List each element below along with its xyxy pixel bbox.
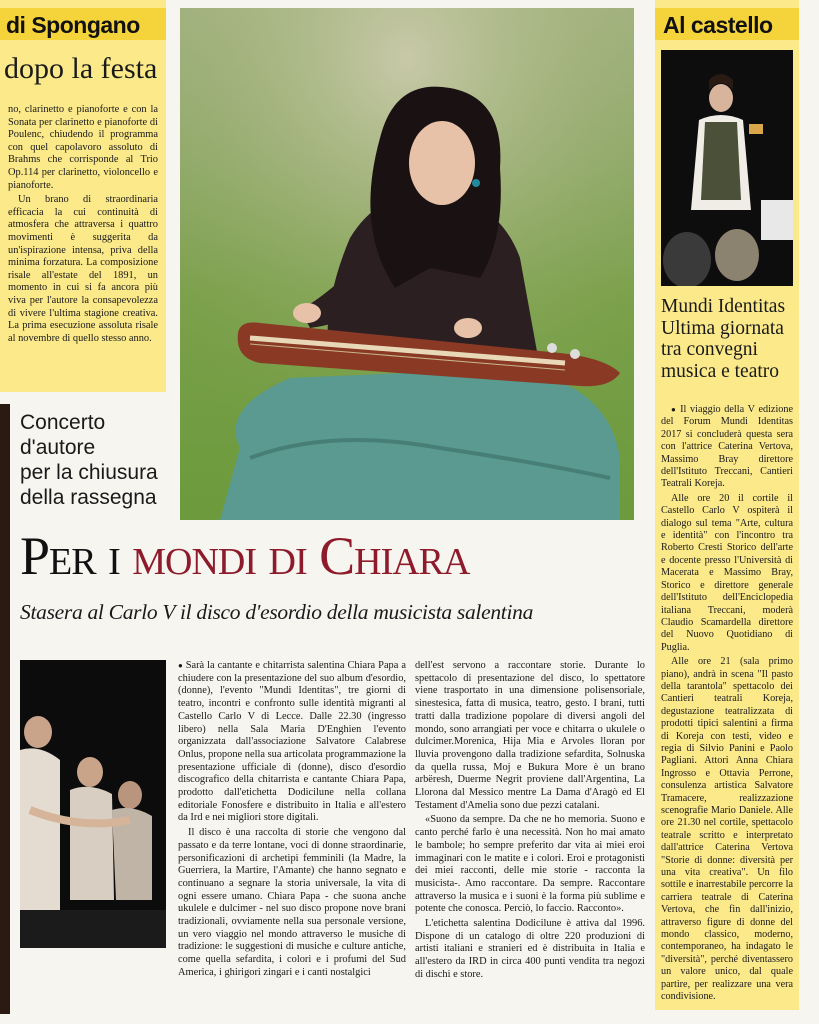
right-headline-line2: Ultima giornata — [661, 317, 784, 339]
kicker-line2: d'autore — [20, 436, 96, 459]
left-headline: dopo la festa — [4, 52, 158, 85]
left-body — [8, 104, 158, 347]
article-col1-p2: Il disco è una raccolta di storie che vengono dal passato e da terre lontane, voci di donne straordinarie, personificazioni di archetipi femminili (la Madre, la Guerriera, la Martire, l'Amante) che hanno segnato e continuano a segnare la storia universale, la vita di ogni essere umano. Chiara Papa - che suona anche ukulele e dulcimer - nel suo disco propone nove brani tradizionali, ovviamente nella sua personale versione, un vero viaggio nel mondo attraverso le musiche di tradizione: le suggestioni di musiche e culture antiche, come quella sefardita, i colori e i profumi del Sud America, i ghirigori zingari e i canti nostalgici — [178, 827, 406, 978]
kicker — [20, 410, 170, 510]
title-part2: mondi di Chiara — [132, 526, 470, 586]
left-top-box — [0, 0, 166, 392]
kicker-line4: della rassegna — [20, 486, 157, 509]
right-headline-line4: musica e teatro — [661, 360, 780, 382]
article-col1 — [178, 660, 406, 982]
article-col1-p1: ● Sarà la cantante e chitarrista salentina Chiara Papa a chiudere con la presentazione del suo album d'esordio, (donne), l'evento "Mundi Identitas", tre giorni di teatro, incontri e confronto sulle identità migranti al Castello Carlo V di Lecce. Dalle 22.30 (ingresso libero) nella Sala Maria D'Enghien l'evento organizzata dall'associazione Salvatore Calabrese Onlus, propone nella sua articolata programmazione la presentazione ufficiale di (donne), disco d'esordio discografico della chitarrista e cantante Chiara Papa, prodotto dall'etichetta Dodicilune nella collana editoriale Fonosfere e distribuito in Italia e all'estero da Ird e nei migliori store digitali. — [178, 660, 406, 825]
article-col2-p1: dell'est servono a raccontare storie. Durante lo spettacolo di presentazione del disco, lo spettatore viene trasportato in una dimensione polisensoriale, sinestesica, fatta di musica, teatro, gesto. I brani, tutti tratti dalla tradizione popolare di diversi angoli del mondo, sono arrangiati per voce e chitarra o ukulele o dulcimer.Morenica, Hija Mia e Arvoles lloran por lluvia provengono dalla tradizione sefardita, Solnuska da quella russa, Moj e Bukura More è un brano arbëresh, Duerme Negrit proviene dall'Argentina, La Llorona dal Messico mentre La Dama d'Aragò ed El Testament d'Amelia sono due pezzi catalani. — [415, 660, 645, 811]
right-section-header-text: Al castello — [663, 12, 773, 38]
right-body-p2: Alle ore 20 il cortile il Castello Carlo V ospiterà il dialogo sul tema "Arte, cultura e identità" con l'incontro tra Roberto Cresti Storico dell'arte e docente presso l'Università di Macerata e Massimo Bray, Storico e direttore generale dell'Istituto dell'Enciclopedia italiana Treccani, moderà Claudio Scamardella direttore del Nuovo Quotidiano di Puglia. — [661, 492, 793, 653]
right-body-p3: Alle ore 21 (sala primo piano), andrà in scena "Il pasto della tarantola" spettacolo dei Cantieri teatrali Koreja, degustazione teatralizzata di prodotti tipici salentini a firma di Koreja con testi, video e regia di Silvio Panini e Paolo Pagliani. Attori Anna Chiara Ingrosso e Ottavia Perrone, consulenza artistica Salvatore Tramacere, realizzazione scenografie Mario Daniele. Alle ore 21.30 nel cortile, spettacolo teatrale scritto e interpretato dall'attrice Caterina Vertova "Storie di donne: diversità per una vita creativa". Un filo sottile e inarrestabile percorre la carriera teatrale di Caterina Vertova, che fin dall'inizio, attraverso figure di donne del mondo classico, moderno, contemporaneo, ha indagato le "diversità", perché diventassero un valore unico, dal quale partire, per realizzare una vera condivisione. — [661, 656, 793, 1003]
right-headline — [661, 296, 795, 382]
kicker-line3: per la chiusura — [20, 461, 158, 484]
kicker-line1: Concerto — [20, 411, 106, 434]
right-headline-line3: tra convegni — [661, 339, 758, 360]
left-body-p1: no, clarinetto e pianoforte e con la Sonata per clarinetto e pianoforte di Poulenc, chiudendo il programma con quel capolavoro assoluto di Brahms che corrisponde al Trio Op.114 per clarinetto, violoncello e pianoforte. — [8, 104, 158, 191]
article-col2 — [415, 660, 645, 984]
main-title — [20, 524, 650, 594]
subtitle: Stasera al Carlo V il disco d'esordio della musicista salentina — [20, 600, 534, 624]
section-header-text: di Spongano — [6, 12, 140, 38]
left-body-p2: Un brano di straordinaria efficacia la cui continuità di atmosfera che attraversa i quattro movimenti è suggerita da un'ispirazione intensa, priva della minima forzatura. La composizione risale all'estate del 1891, un momento in cui si fa ancora più viva per l'autore la consapevolezza di vivere l'ultima stagione creativa. La prima esecuzione assoluta risale al novembre di quello stesso anno. — [8, 194, 158, 344]
actress-illustration — [661, 50, 793, 286]
title-part1: Per i — [20, 526, 120, 586]
right-column — [655, 0, 799, 1010]
right-body — [661, 404, 793, 1006]
right-section-header — [655, 8, 799, 40]
dancers-photo — [20, 660, 166, 948]
article-col2-p3: L'etichetta salentina Dodicilune è attiva dal 1996. Dispone di un catalogo di oltre 220 produzioni di artisti italiani e stranieri ed è distribuita in Italia e all'estero da IRD in circa 400 punti vendita tra negozi di dischi e store. — [415, 918, 645, 980]
left-edge-dark — [0, 404, 10, 1014]
section-header — [0, 8, 166, 40]
musician-illustration — [180, 8, 634, 520]
main-photo — [180, 8, 634, 520]
right-headline-line1: Mundi Identitas — [661, 296, 786, 317]
article-col2-p2: «Suono da sempre. Da che ne ho memoria. Suono e canto perché farlo è una necessità. Non ho mai amato le bambole; ho sempre preferito dar vita ai miei eroi immaginari con le matite e i colori. Eroi e protagonisti dei miei racconti, delle mie storie - racconta la musicista-. Amo raccontare. Da sempre. Raccontare attraverso la musica e i suoni è la forma più sublime e potente che conosca. Perciò, lo faccio. Racconto». — [415, 814, 645, 915]
right-body-p1: ● Il viaggio della V edizione del Forum Mundi Identitas 2017 si concluderà questa sera con l'attrice Caterina Vertova, Massimo Bray direttore dell'Istituto Treccani, Cantieri Teatrali Koreja. — [661, 404, 793, 491]
dancers-illustration — [20, 660, 166, 948]
theatre-photo — [661, 50, 793, 286]
